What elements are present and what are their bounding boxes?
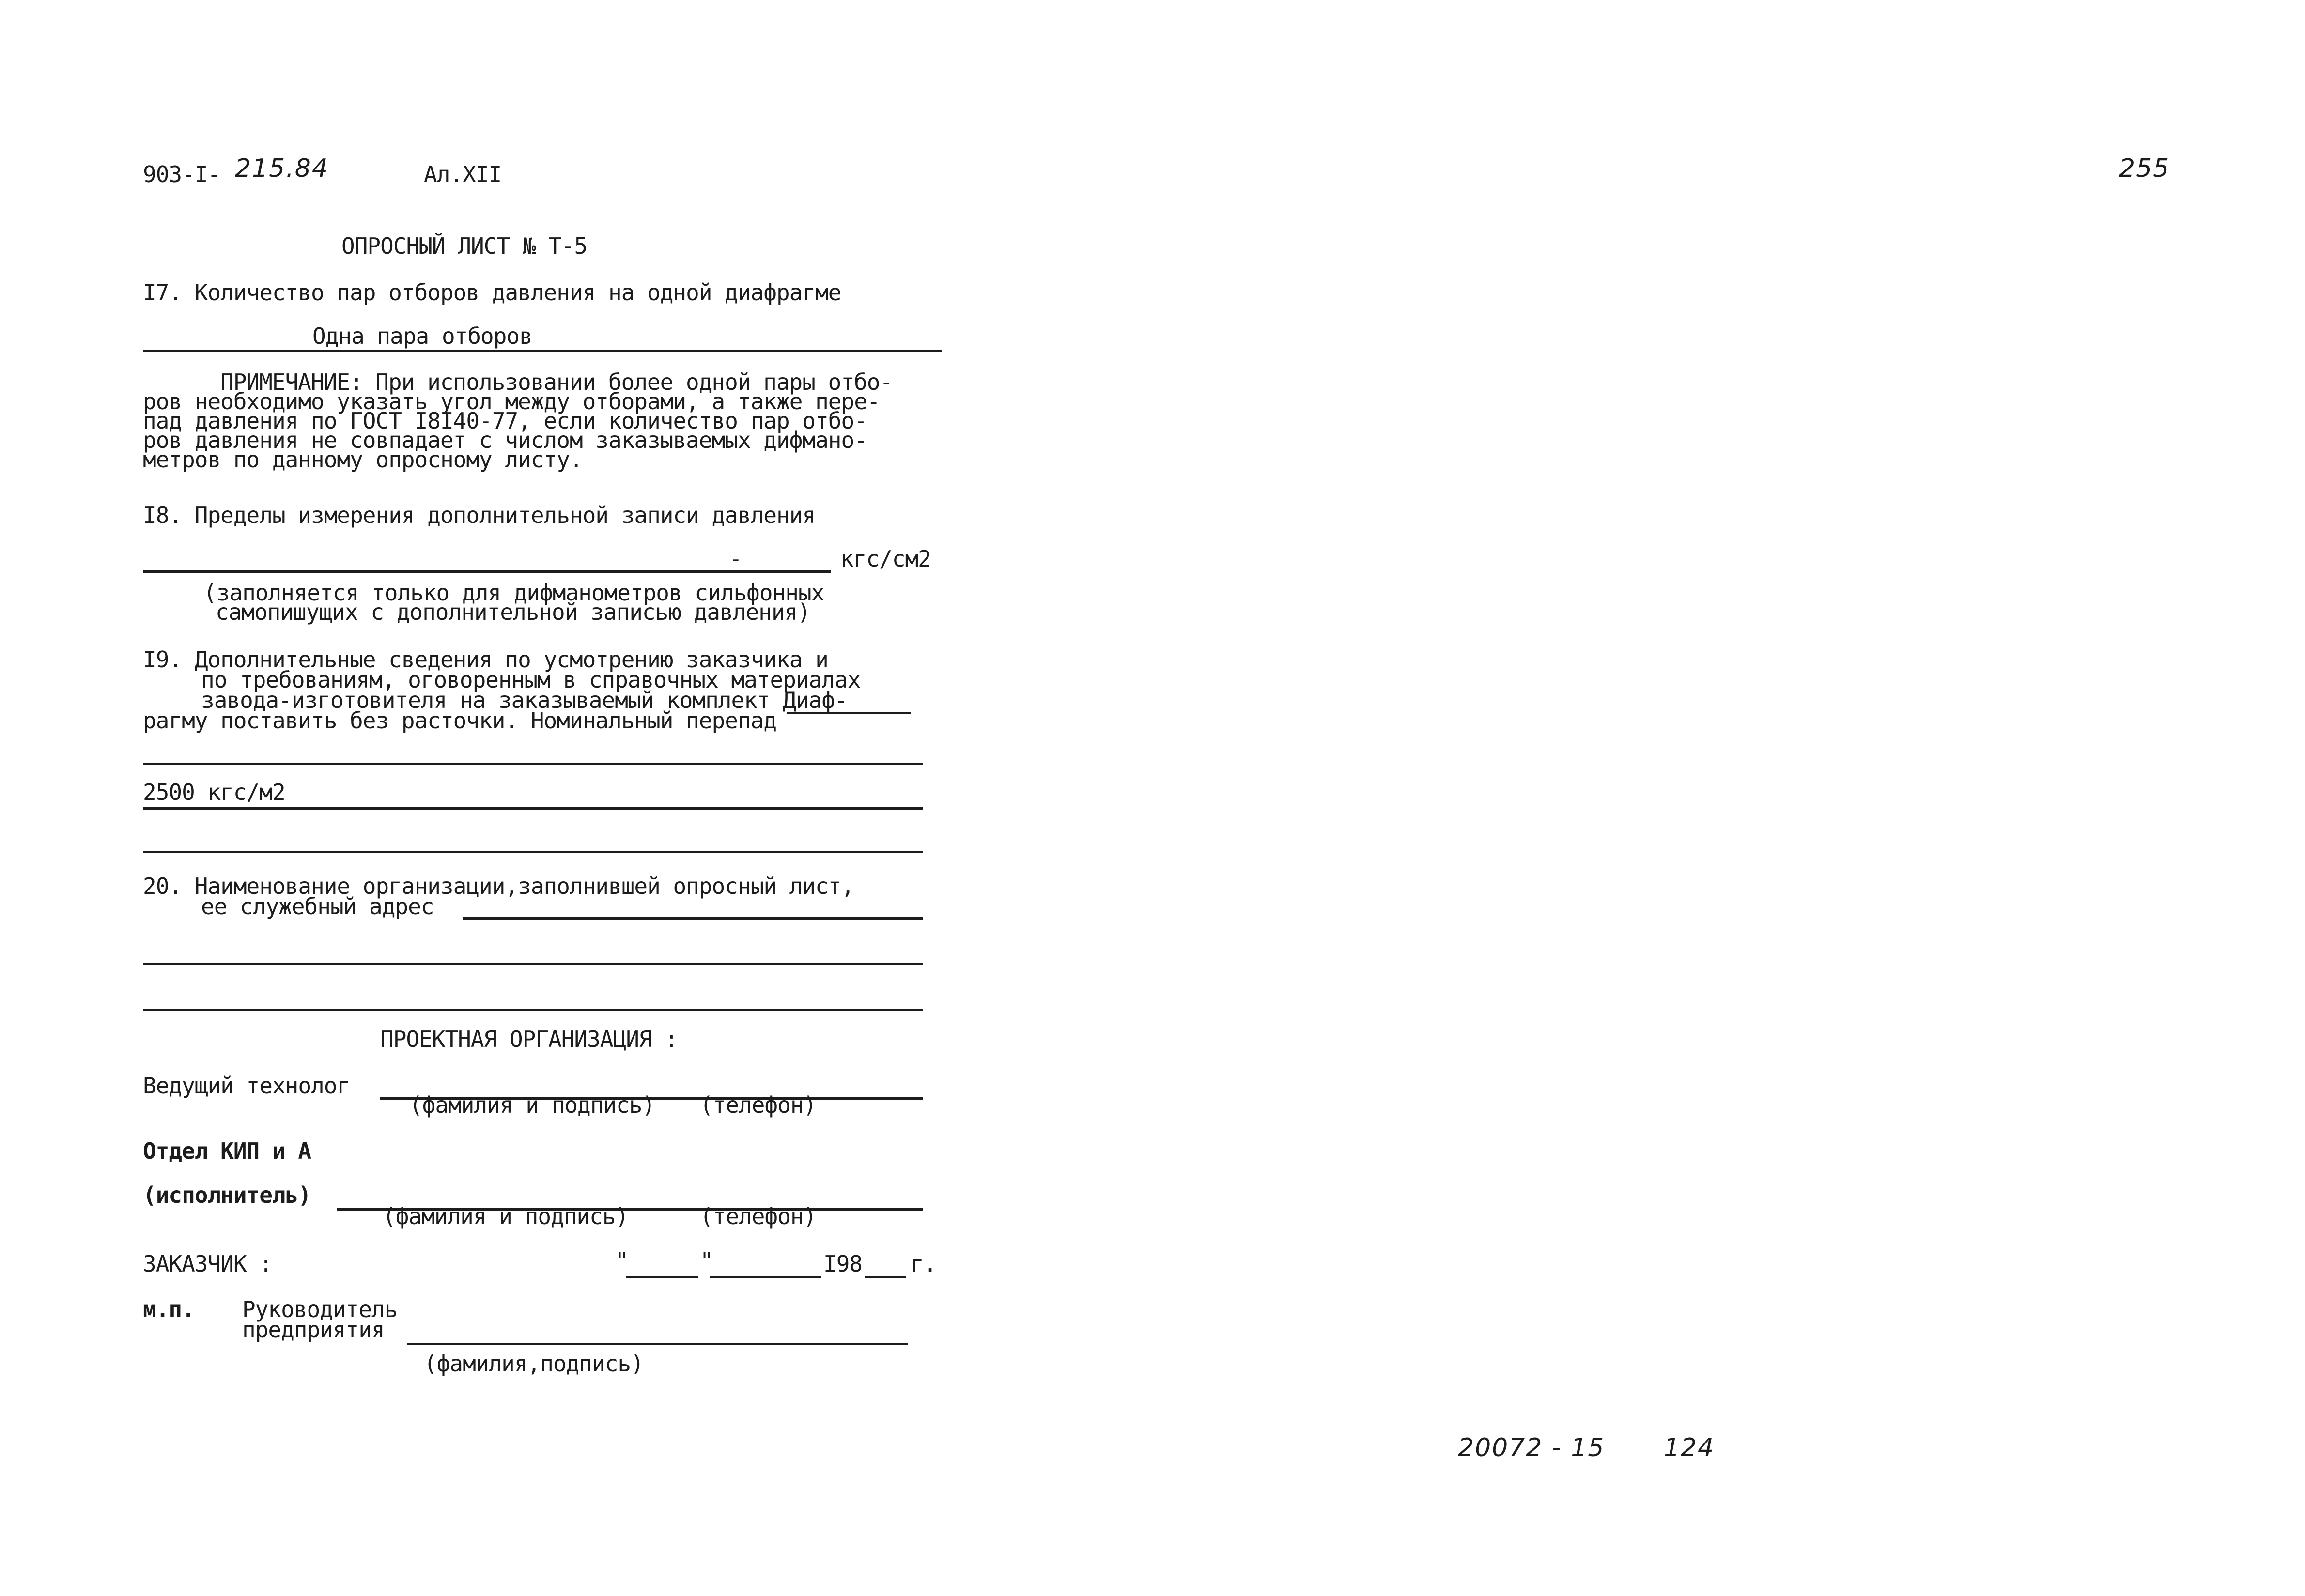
head-sign-line	[407, 1343, 908, 1345]
executor-phone-caption: (телефон)	[700, 1203, 817, 1229]
item19-line-1: I9. Дополнительные сведения по усмотрению заказчика и	[143, 646, 828, 673]
page-number-handwritten: 255	[2119, 154, 2170, 183]
doc-number-prefix: 903-I-	[143, 161, 221, 187]
head-label-line-1: Руководитель	[242, 1296, 398, 1322]
item17-note-line-4: ров давления не совпадает с числом заказываемых дифмано-	[143, 427, 867, 453]
doc-number-handwritten: 215.84	[235, 154, 329, 183]
date-year-suffix: г.	[911, 1251, 937, 1277]
lead-technologist-label: Ведущий технолог	[143, 1073, 350, 1099]
item18-note-line-2: самопишущих с дополнительной записью давления)	[216, 599, 810, 625]
item20-line-1: 20. Наименование организации,заполнившей опросный лист,	[143, 873, 854, 899]
date-quote-open: "	[615, 1248, 628, 1274]
stamp-place-label: м.п.	[143, 1296, 195, 1322]
date-year-prefix: I98	[823, 1251, 863, 1277]
item17-value-line	[143, 350, 942, 352]
item19-diaf-underline	[787, 712, 911, 714]
item18-note-line-1: (заполняется только для дифманометров сильфонных	[203, 580, 824, 606]
item19-line-b	[143, 807, 923, 810]
sheet-number-handwritten: 124	[1664, 1433, 1715, 1462]
lead-technologist-phone-caption: (телефон)	[700, 1092, 817, 1118]
item18-range-dash: -	[729, 546, 742, 572]
item17-note-line-3: пад давления по ГОСТ I8I40-77, если количество пар отбо-	[143, 408, 867, 434]
item19-value: 2500 кгс/м2	[143, 779, 285, 805]
item20-line-2: ее служебный адрес	[201, 893, 434, 920]
executor-name-caption: (фамилия и подпись)	[383, 1203, 629, 1229]
item17-note-line-5: метров по данному опросному листу.	[143, 446, 583, 473]
album-label: Ал.XII	[424, 161, 502, 187]
item19-line-4: рагму поставить без расточки. Номинальный перепад	[143, 707, 777, 734]
executor-label: (исполнитель)	[143, 1182, 311, 1208]
head-label-line-2: предприятия	[242, 1317, 385, 1343]
date-quote-close: "	[700, 1248, 713, 1274]
item17-note-line-1: ПРИМЕЧАНИЕ: При использовании более одной пары отбо-	[220, 369, 893, 395]
item17-label: I7. Количество пар отборов давления на одной диафрагме	[143, 279, 841, 306]
date-year-line	[865, 1276, 906, 1278]
project-org-heading: ПРОЕКТНАЯ ОРГАНИЗАЦИЯ :	[380, 1026, 678, 1052]
date-month-line	[710, 1276, 821, 1278]
order-number-handwritten: 20072 - 15	[1458, 1433, 1605, 1462]
item20-address-line	[463, 917, 923, 920]
item20-line-b	[143, 963, 923, 965]
customer-label: ЗАКАЗЧИК :	[143, 1251, 272, 1277]
item20-line-c	[143, 1009, 923, 1011]
form-title: ОПРОСНЫЙ ЛИСТ № Т-5	[341, 233, 588, 259]
item19-line-a	[143, 763, 923, 765]
item17-value: Одна пара отборов	[312, 323, 532, 349]
item19-line-c	[143, 851, 923, 853]
item19-line-3: завода-изготовителя на заказываемый комплект Диаф-	[201, 687, 848, 713]
item18-range-line	[143, 570, 831, 573]
item19-line-2: по требованиям, оговоренным в справочных материалах	[201, 667, 861, 693]
date-day-line	[626, 1276, 698, 1278]
head-caption: (фамилия,подпись)	[424, 1350, 644, 1377]
kip-dept-label: Отдел КИП и А	[143, 1138, 311, 1164]
item17-note-line-2: ров необходимо указать угол между отборами, а также пере-	[143, 388, 880, 414]
lead-technologist-name-caption: (фамилия и подпись)	[409, 1092, 655, 1118]
item18-label: I8. Пределы измерения дополнительной записи давления	[143, 502, 816, 528]
item18-unit: кгс/см2	[840, 546, 931, 572]
